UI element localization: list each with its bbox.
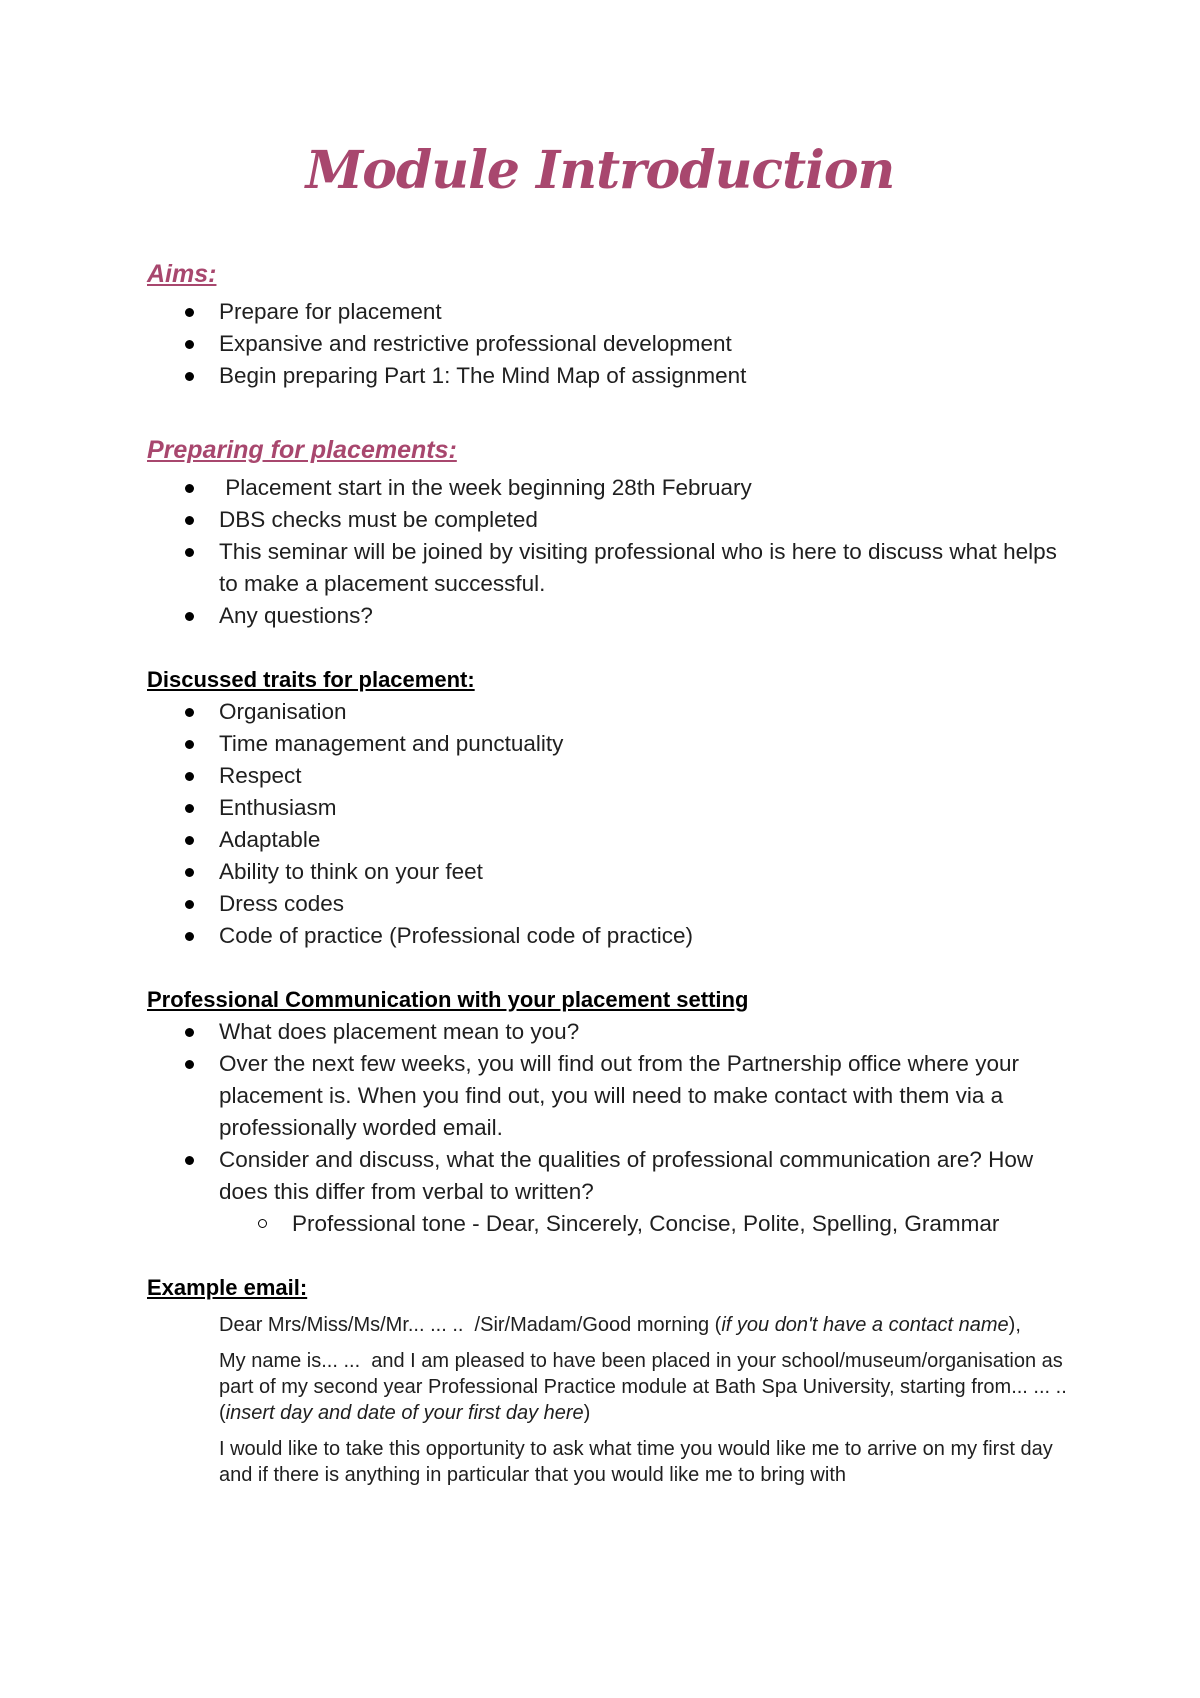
email-intro-note: insert day and date of your first day here — [225, 1402, 584, 1424]
email-intro-text: My name is... ... and I am pleased to have been placed in your school/museum/organisation as part of my second year Professional Practice module at Bath Spa University, starting from... ... .. ( — [219, 1350, 1073, 1424]
email-intro — [219, 1348, 1077, 1426]
email-greeting-text: Dear Mrs/Miss/Ms/Mr... ... .. /Sir/Madam/Good morning ( — [219, 1314, 722, 1336]
list-item: Enthusiasm — [147, 792, 1077, 824]
preparing-heading: Preparing for placements: — [147, 436, 457, 464]
list-item: Prepare for placement — [147, 296, 1077, 328]
list-item: This seminar will be joined by visiting professional who is here to discuss what helps to make a placement successful. — [147, 536, 1077, 600]
traits-list — [147, 696, 1077, 952]
email-request: I would like to take this opportunity to ask what time you would like me to arrive on my first day and if there is anything in particular that you would like me to bring with — [219, 1438, 1053, 1486]
list-item: Adaptable — [147, 824, 1077, 856]
list-item: Consider and discuss, what the qualities of professional communication are? How does this differ from verbal to written? — [147, 1144, 1077, 1208]
list-item: Respect — [147, 760, 1077, 792]
document-content — [147, 258, 1077, 1498]
list-item: Organisation — [147, 696, 1077, 728]
page-title: Module Introduction — [305, 140, 895, 201]
list-item: What does placement mean to you? — [147, 1016, 1077, 1048]
list-item: Begin preparing Part 1: The Mind Map of assignment — [147, 360, 1077, 392]
example-email — [219, 1312, 1077, 1488]
list-item: Time management and punctuality — [147, 728, 1077, 760]
communication-list — [147, 1016, 1077, 1208]
email-greeting-end: ), — [1008, 1314, 1021, 1336]
list-item: Dress codes — [147, 888, 1077, 920]
preparing-list — [147, 472, 1077, 632]
communication-sublist — [147, 1208, 1077, 1240]
email-intro-end: ) — [583, 1402, 591, 1424]
list-item: Over the next few weeks, you will find out from the Partnership office where your placement is. When you find out, you will need to make contact with them via a professionally worded email. — [147, 1048, 1077, 1144]
list-item: Any questions? — [147, 600, 1077, 632]
traits-heading: Discussed traits for placement: — [147, 667, 475, 692]
list-item: DBS checks must be completed — [147, 504, 1077, 536]
email-greeting-note: if you don't have a contact name — [721, 1314, 1009, 1336]
list-item: Expansive and restrictive professional development — [147, 328, 1077, 360]
list-item: Code of practice (Professional code of practice) — [147, 920, 1077, 952]
communication-heading: Professional Communication with your placement setting — [147, 987, 749, 1012]
list-item: Placement start in the week beginning 28th February — [147, 472, 1077, 504]
email-greeting — [219, 1312, 1077, 1338]
sub-list-item: Professional tone - Dear, Sincerely, Concise, Polite, Spelling, Grammar — [147, 1208, 1077, 1240]
aims-list — [147, 296, 1077, 392]
list-item: Ability to think on your feet — [147, 856, 1077, 888]
aims-heading: Aims: — [147, 260, 217, 288]
example-heading: Example email: — [147, 1275, 308, 1300]
